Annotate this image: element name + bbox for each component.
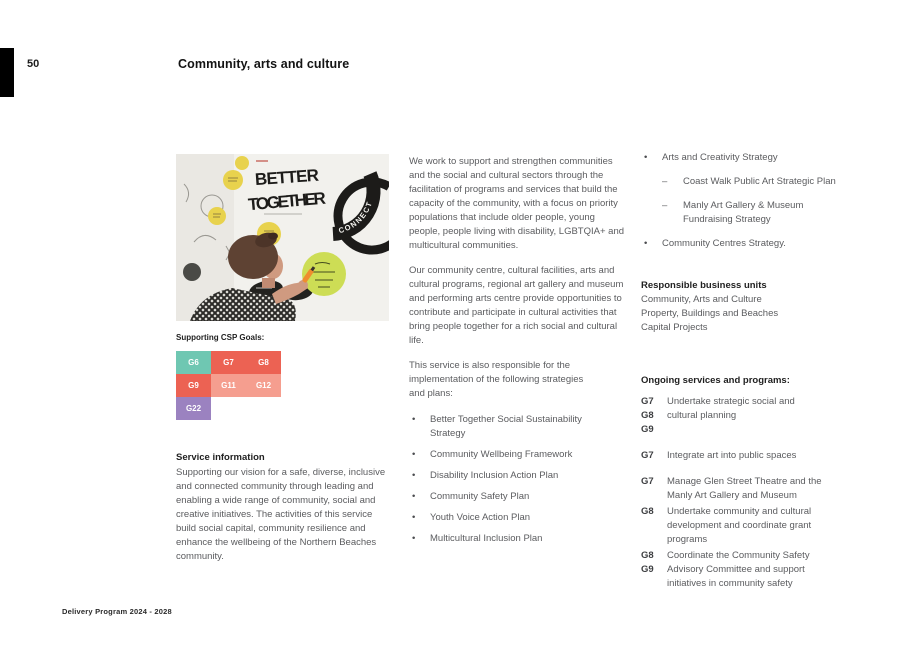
service-text: cultural planning	[667, 410, 737, 421]
goal-code: G9	[641, 424, 654, 435]
service-information-heading: Service information	[176, 452, 265, 463]
left-column	[176, 154, 389, 564]
csp-goal-badge-g12: G12	[246, 374, 281, 397]
list-item: • Better Together Social Sustainability Strategy	[409, 413, 587, 441]
ongoing-service-row	[641, 449, 894, 463]
overview-paragraph-1: We work to support and strengthen communities and the social and cultural sectors through the facilitation of programs and services that build the capacity of the community, with a focus on priority populations that include older people, young people, people living with disability, LGBTQIA+ and multicultural communities.	[409, 156, 625, 251]
goal-code: G9	[641, 564, 654, 575]
goal-code: G7	[641, 450, 654, 461]
strategy-label: Arts and Creativity Strategy	[662, 152, 778, 163]
service-text: Undertake strategic social and	[667, 396, 795, 407]
service-text: Manage Glen Street Theatre and the	[667, 476, 822, 487]
goal-code: G7	[641, 396, 654, 407]
service-text: Integrate art into public spaces	[667, 450, 797, 461]
ongoing-service-row	[641, 475, 894, 503]
goal-code	[641, 489, 667, 503]
csp-goal-badge-g8: G8	[246, 351, 281, 374]
business-unit: Property, Buildings and Beaches	[641, 308, 779, 319]
footer-document-title: Delivery Program 2024 - 2028	[62, 607, 172, 616]
service-text: Undertake community and cultural	[667, 506, 812, 517]
goal-code	[641, 533, 667, 547]
overview-paragraph-2: Our community centre, cultural facilities, arts and cultural programs, regional art gallery and museum and performing arts centre provide opportunities to contribute and participate in cultural activities that bring people together for a rich social and cultural life.	[409, 265, 624, 346]
mural-dark-blob	[183, 263, 201, 281]
service-text: development and coordinate grant	[667, 520, 812, 531]
goal-code: G8	[641, 506, 654, 517]
goal-code: G8	[641, 550, 654, 561]
responsible-business-units-heading: Responsible business units	[641, 280, 767, 291]
list-item: • Disability Inclusion Action Plan	[409, 469, 587, 483]
business-unit: Capital Projects	[641, 322, 708, 333]
strategy-sub-list	[662, 175, 894, 227]
service-text: Coordinate the Community Safety	[667, 550, 810, 561]
mural-word-connect: CONNECT	[337, 199, 375, 236]
goal-code	[641, 519, 667, 533]
csp-goal-badge-g6: G6	[176, 351, 211, 374]
csp-goal-badge-g22: G22	[176, 397, 211, 420]
person-neck	[262, 278, 275, 288]
mural-word-together: TOGETHER	[247, 188, 327, 215]
csp-goals-grid	[176, 351, 389, 420]
mural-word-better: BETTER	[254, 165, 320, 190]
service-information-body: Supporting our vision for a safe, diverse, inclusive and connected community through leading and enabling a wide range of community, social and creative initiatives. The activities of this service build social capital, community resilience and enhance the wellbeing of the Northern Beaches community.	[176, 467, 386, 562]
ongoing-services-heading: Ongoing services and programs:	[641, 375, 790, 386]
middle-column	[409, 155, 625, 553]
right-column	[641, 151, 894, 603]
list-item	[641, 151, 894, 227]
csp-goal-badge-g9: G9	[176, 374, 211, 397]
strategy-documents-list	[641, 151, 894, 251]
strategies-plans-list	[409, 413, 625, 546]
ongoing-service-row	[641, 505, 894, 547]
ongoing-service-row	[641, 549, 894, 591]
goal-code: G7	[641, 476, 654, 487]
csp-goal-badge-g7: G7	[211, 351, 246, 374]
service-text: initiatives in community safety	[667, 578, 793, 589]
ongoing-services-table	[641, 395, 894, 591]
page-edge-tab	[0, 48, 14, 97]
service-text: programs	[667, 534, 708, 545]
business-unit: Community, Arts and Culture	[641, 294, 762, 305]
overview-paragraph-3: This service is also responsible for the implementation of the following strategies and plans:	[409, 360, 584, 399]
goal-code	[641, 577, 667, 591]
list-item: – Manly Art Gallery & Museum Fundraising Strategy	[662, 199, 847, 227]
list-item: • Community Wellbeing Framework	[409, 448, 587, 462]
list-item: • Multicultural Inclusion Plan	[409, 532, 587, 546]
service-text: Manly Art Gallery and Museum	[667, 490, 797, 501]
csp-goal-badge-g11: G11	[211, 374, 246, 397]
service-text: Advisory Committee and support	[667, 564, 805, 575]
list-item: • Youth Voice Action Plan	[409, 511, 587, 525]
list-item: • Community Centres Strategy.	[641, 237, 894, 251]
page-title: Community, arts and culture	[178, 57, 350, 71]
list-item: • Community Safety Plan	[409, 490, 587, 504]
list-item: – Coast Walk Public Art Strategic Plan	[662, 175, 847, 189]
page-number: 50	[27, 58, 40, 70]
service-text	[667, 423, 894, 437]
person-topknot	[268, 233, 278, 240]
goal-code: G8	[641, 410, 654, 421]
community-mural-photo	[176, 154, 389, 321]
csp-goals-heading: Supporting CSP Goals:	[176, 333, 265, 342]
ongoing-service-row	[641, 395, 894, 437]
